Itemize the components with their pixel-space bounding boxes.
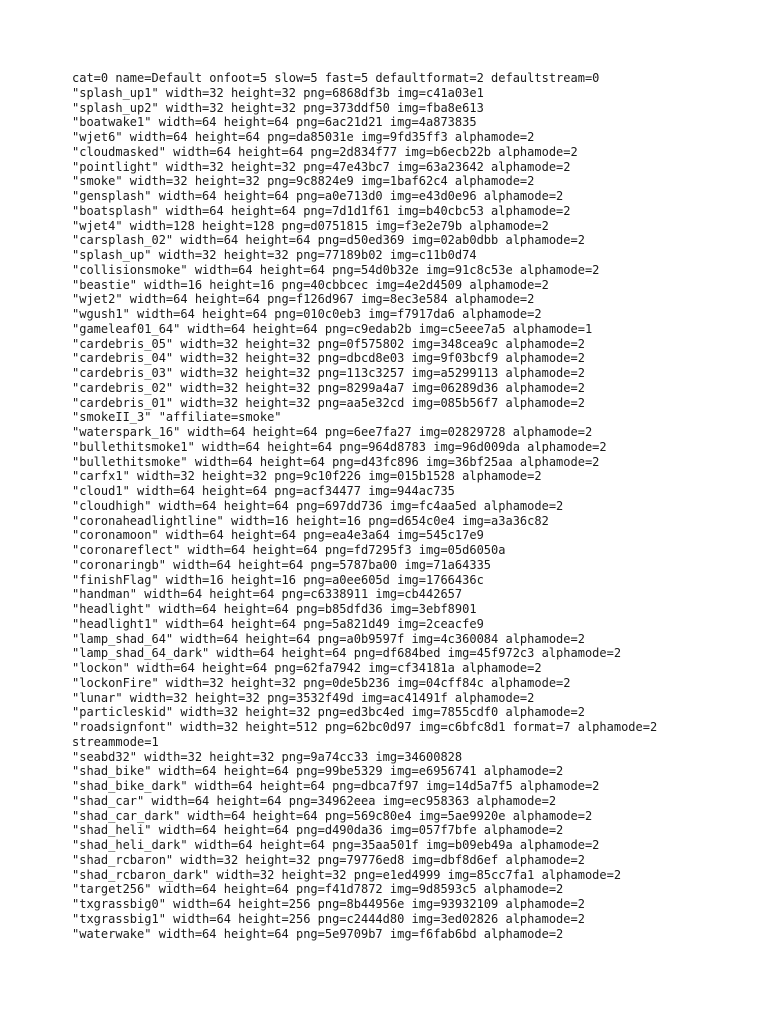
- text-line: "shad_car" width=64 height=64 png=34962eea img=ec958363 alphamode=2: [72, 793, 557, 808]
- text-line: "shad_bike" width=64 height=64 png=99be5329 img=e6956741 alphamode=2: [72, 764, 564, 779]
- text-line: "boatsplash" width=64 height=64 png=7d1d1f61 img=b40cbc53 alphamode=2: [72, 203, 571, 218]
- text-line: "particleskid" width=32 height=32 png=ed3bc4ed img=7855cdf0 alphamode=2: [72, 705, 585, 720]
- text-line: "seabd32" width=32 height=32 png=9a74cc33 img=34600828: [72, 749, 463, 764]
- text-line: "cloud1" width=64 height=64 png=acf34477 img=944ac735: [72, 484, 455, 498]
- text-line: "carsplash_02" width=64 height=64 png=d50ed369 img=02ab0dbb alphamode=2: [72, 233, 585, 248]
- text-line: "lamp_shad_64" width=64 height=64 png=a0b9597f img=4c360084 alphamode=2: [72, 631, 585, 646]
- text-line: "roadsignfont" width=32 height=512 png=62bc0d97 img=c6bfc8d1 format=7 alphamode=2: [72, 720, 658, 734]
- text-line: "shad_rcbaron" width=32 height=32 png=79776ed8 img=dbf8d6ef alphamode=2: [72, 852, 585, 867]
- text-line: "shad_bike_dark" width=64 height=64 png=dbca7f97 img=14d5a7f5 alphamode=2: [72, 779, 600, 793]
- text-line: "wjet6" width=64 height=64 png=da85031e img=9fd35ff3 alphamode=2: [72, 130, 535, 144]
- text-line: "bullethitsmoke" width=64 height=64 png=d43fc896 img=36bf25aa alphamode=2: [72, 454, 600, 469]
- text-line: "shad_heli_dark" width=64 height=64 png=35aa501f img=b09eb49a alphamode=2: [72, 838, 600, 852]
- text-line: "beastie" width=16 height=16 png=40cbbcec img=4e2d4509 alphamode=2: [72, 277, 549, 292]
- text-line: "gensplash" width=64 height=64 png=a0e713d0 img=e43d0e96 alphamode=2: [72, 189, 564, 203]
- text-line: "lamp_shad_64_dark" width=64 height=64 png=df684bed img=45f972c3 alphamode=2: [72, 646, 622, 661]
- text-line: "collisionsmoke" width=64 height=64 png=54d0b32e img=91c8c53e alphamode=2: [72, 262, 600, 277]
- text-line: "finishFlag" width=16 height=16 png=a0ee605d img=1766436c: [72, 572, 484, 587]
- text-line: streammode=1: [72, 734, 159, 749]
- document-text: [72, 71, 752, 941]
- text-line: "wjet2" width=64 height=64 png=f126d967 img=8ec3e584 alphamode=2: [72, 292, 535, 307]
- text-line: "splash_up1" width=32 height=32 png=6868df3b img=c41a03e1: [72, 85, 484, 100]
- text-line: "headlight1" width=64 height=64 png=5a821d49 img=2ceacfe9: [72, 616, 484, 631]
- header-line: cat=0 name=Default onfoot=5 slow=5 fast=5 defaultformat=2 defaultstream=0: [72, 71, 600, 85]
- text-line: "shad_rcbaron_dark" width=32 height=32 png=e1ed4999 img=85cc7fa1 alphamode=2: [72, 867, 622, 882]
- text-line: "handman" width=64 height=64 png=c6338911 img=cb442657: [72, 587, 463, 602]
- text-line: "cardebris_01" width=32 height=32 png=aa5e32cd img=085b56f7 alphamode=2: [72, 395, 585, 410]
- text-line: "txgrassbig0" width=64 height=256 png=8b44956e img=93932109 alphamode=2: [72, 897, 585, 911]
- text-line: "cloudhigh" width=64 height=64 png=697dd736 img=fc4aa5ed alphamode=2: [72, 498, 564, 513]
- text-line: "txgrassbig1" width=64 height=256 png=c2444d80 img=3ed02826 alphamode=2: [72, 911, 585, 926]
- text-line: "boatwake1" width=64 height=64 png=6ac21d21 img=4a873835: [72, 115, 477, 130]
- text-line: "smoke" width=32 height=32 png=9c8824e9 img=1baf62c4 alphamode=2: [72, 174, 535, 189]
- text-line: "lunar" width=32 height=32 png=3532f49d img=ac41491f alphamode=2: [72, 690, 535, 705]
- text-line: "cardebris_03" width=32 height=32 png=113c3257 img=a5299113 alphamode=2: [72, 366, 585, 380]
- text-line: "cloudmasked" width=64 height=64 png=2d834f77 img=b6ecb22b alphamode=2: [72, 144, 578, 159]
- text-line: "bullethitsmoke1" width=64 height=64 png=964d8783 img=96d009da alphamode=2: [72, 439, 607, 454]
- text-line: "lockon" width=64 height=64 png=62fa7942 img=cf34181a alphamode=2: [72, 661, 542, 675]
- text-line: "carfx1" width=32 height=32 png=9c10f226 img=015b1528 alphamode=2: [72, 469, 542, 484]
- text-line: "smokeII_3" "affiliate=smoke": [72, 410, 282, 425]
- text-line: "waterspark_16" width=64 height=64 png=6ee7fa27 img=02829728 alphamode=2: [72, 425, 593, 439]
- text-line: "splash_up" width=32 height=32 png=77189b02 img=c11b0d74: [72, 248, 477, 262]
- text-line: "coronareflect" width=64 height=64 png=fd7295f3 img=05d6050a: [72, 543, 506, 557]
- text-line: "splash_up2" width=32 height=32 png=373ddf50 img=fba8e613: [72, 100, 484, 115]
- text-line: "wjet4" width=128 height=128 png=d0751815 img=f3e2e79b alphamode=2: [72, 218, 549, 233]
- text-line: "cardebris_05" width=32 height=32 png=0f575802 img=348cea9c alphamode=2: [72, 336, 585, 351]
- text-line: "pointlight" width=32 height=32 png=47e43bc7 img=63a23642 alphamode=2: [72, 159, 571, 174]
- text-line: "cardebris_02" width=32 height=32 png=8299a4a7 img=06289d36 alphamode=2: [72, 380, 585, 395]
- text-line: "gameleaf01_64" width=64 height=64 png=c9edab2b img=c5eee7a5 alphamode=1: [72, 321, 593, 336]
- text-line: "waterwake" width=64 height=64 png=5e9709b7 img=f6fab6bd alphamode=2: [72, 926, 564, 941]
- text-line: "headlight" width=64 height=64 png=b85dfd36 img=3ebf8901: [72, 602, 477, 616]
- text-line: "shad_heli" width=64 height=64 png=d490da36 img=057f7bfe alphamode=2: [72, 823, 564, 838]
- text-line: "coronaheadlightline" width=16 height=16 png=d654c0e4 img=a3a36c82: [72, 513, 549, 528]
- text-line: "target256" width=64 height=64 png=f41d7872 img=9d8593c5 alphamode=2: [72, 882, 564, 897]
- text-line: "coronamoon" width=64 height=64 png=ea4e3a64 img=545c17e9: [72, 528, 484, 543]
- text-line: "wgush1" width=64 height=64 png=010c0eb3 img=f7917da6 alphamode=2: [72, 307, 542, 321]
- text-line: "coronaringb" width=64 height=64 png=5787ba00 img=71a64335: [72, 557, 492, 572]
- text-line: "lockonFire" width=32 height=32 png=0de5b236 img=04cff84c alphamode=2: [72, 675, 571, 690]
- text-line: "cardebris_04" width=32 height=32 png=dbcd8e03 img=9f03bcf9 alphamode=2: [72, 351, 585, 366]
- text-line: "shad_car_dark" width=64 height=64 png=569c80e4 img=5ae9920e alphamode=2: [72, 808, 593, 823]
